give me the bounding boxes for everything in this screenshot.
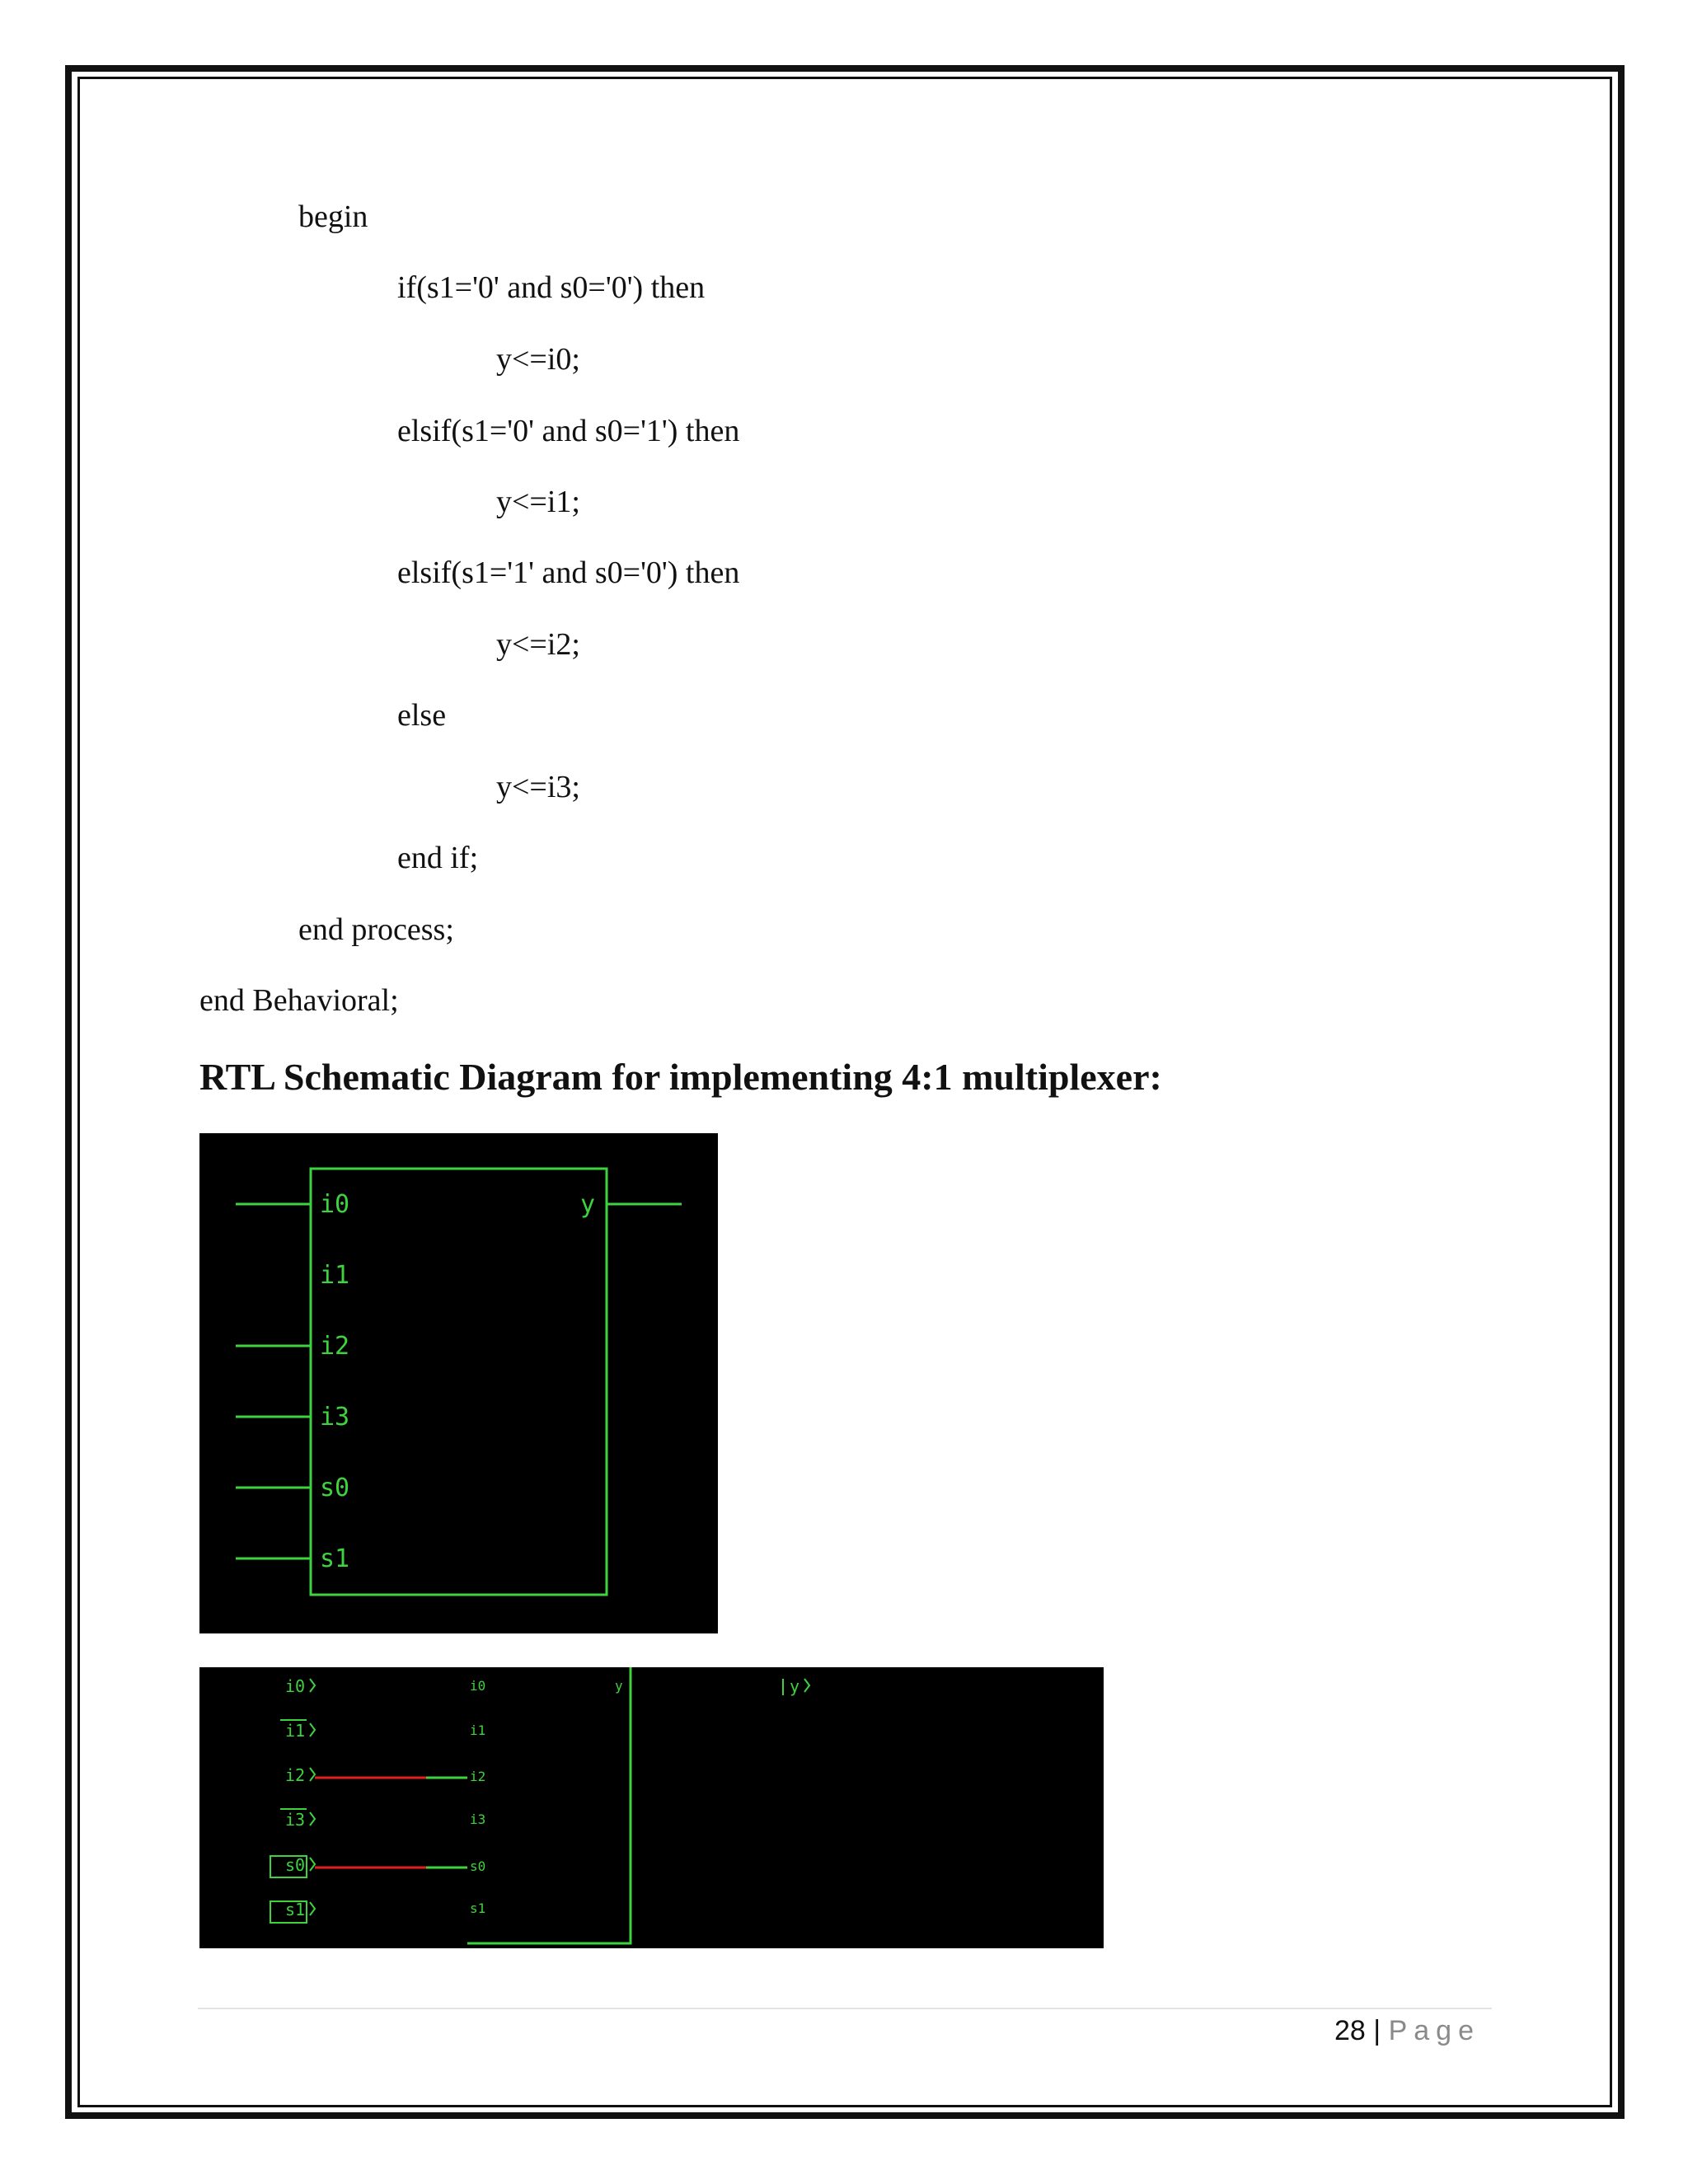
code-line: if(s1='0' and s0='0') then: [397, 270, 706, 305]
code-line: else: [397, 698, 447, 733]
block-pin-s0: s0: [470, 1858, 486, 1874]
pin-label-i2: i2: [320, 1332, 350, 1361]
page-number: 28: [1334, 2015, 1366, 2046]
block-pin-i2: i2: [470, 1769, 486, 1784]
pin-label-i0: i0: [320, 1190, 350, 1219]
code-line: elsif(s1='0' and s0='1') then: [397, 414, 740, 448]
footer-divider: [198, 2008, 1492, 2009]
section-heading: RTL Schematic Diagram for implementing 4:1 multiplexer:: [199, 1056, 1162, 1098]
buffer-i1: [310, 1723, 315, 1736]
block-pin-s1: s1: [470, 1900, 486, 1916]
block-pin-y: y: [615, 1678, 623, 1694]
mux-block: [311, 1169, 607, 1595]
output-port-label: y: [790, 1676, 800, 1696]
buffer-i0: [310, 1679, 315, 1692]
port-label-s0: s0: [285, 1855, 306, 1875]
code-line: y<=i3;: [496, 770, 580, 804]
code-line: y<=i1;: [496, 485, 580, 519]
code-line: elsif(s1='1' and s0='0') then: [397, 555, 740, 590]
pin-label-s1: s1: [320, 1544, 350, 1573]
port-label-i0: i0: [285, 1676, 306, 1696]
page-footer: [1334, 2012, 1480, 2050]
code-line: end Behavioral;: [199, 983, 399, 1018]
rtl-schematic-expanded: [199, 1667, 1104, 1948]
rtl-schematic-symbol: [199, 1133, 718, 1633]
code-line: begin: [298, 199, 368, 234]
port-label-s1: s1: [285, 1900, 306, 1919]
code-line: end process;: [298, 912, 454, 947]
port-label-i3: i3: [285, 1810, 306, 1830]
pin-label-i3: i3: [320, 1403, 350, 1432]
block-outline: [467, 1667, 631, 1943]
footer-separator: |: [1373, 2015, 1381, 2046]
block-pin-i3: i3: [470, 1811, 486, 1827]
pin-label-i1: i1: [320, 1261, 350, 1290]
code-line: y<=i0;: [496, 342, 580, 377]
output-port-chevron: [804, 1679, 809, 1692]
port-label-i1: i1: [285, 1721, 306, 1741]
buffer-i3: [310, 1812, 315, 1825]
pin-label-s0: s0: [320, 1474, 350, 1502]
page-label: Page: [1388, 2015, 1480, 2046]
block-pin-i0: i0: [470, 1678, 486, 1694]
buffer-s1: [310, 1902, 315, 1915]
pin-label-y: y: [580, 1190, 596, 1219]
code-line: y<=i2;: [496, 627, 580, 662]
block-pin-i1: i1: [470, 1722, 486, 1738]
buffer-s0: [310, 1858, 315, 1871]
port-label-i2: i2: [285, 1765, 306, 1785]
code-line: end if;: [397, 841, 479, 875]
buffer-i2: [310, 1768, 315, 1781]
